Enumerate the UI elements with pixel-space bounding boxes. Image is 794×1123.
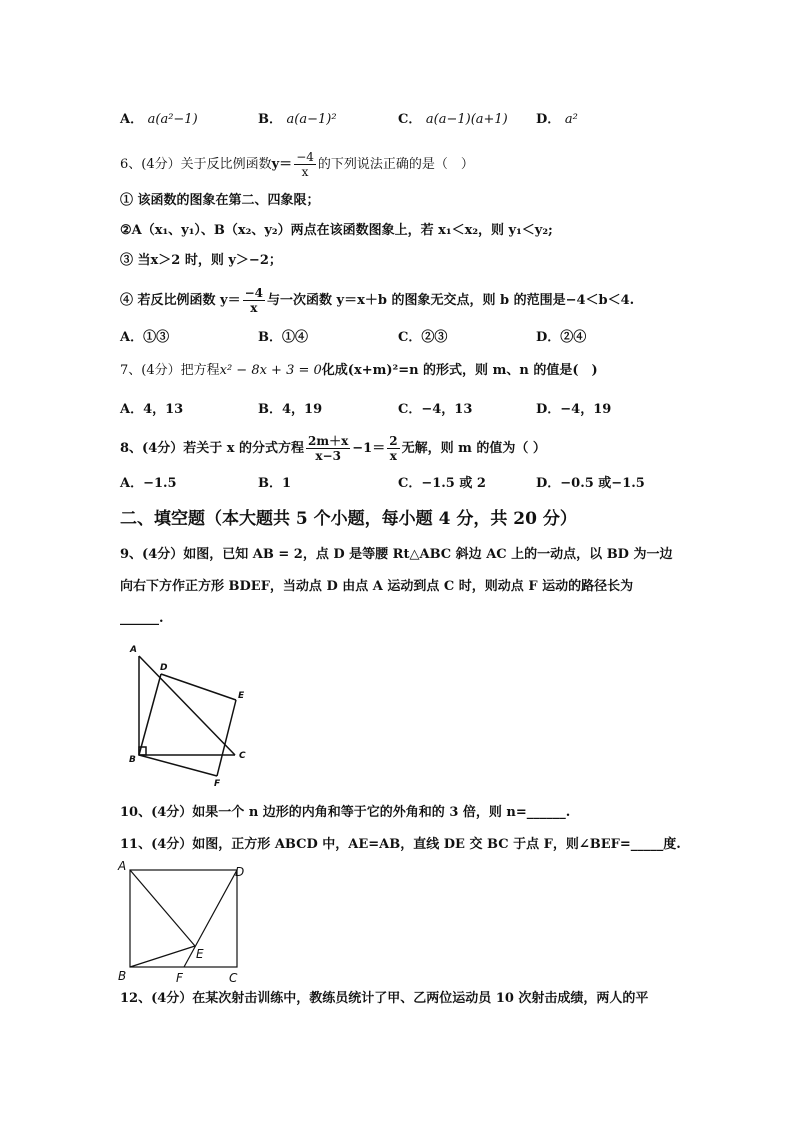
q6-fraction: $\frac{-4}{x}$: [296, 150, 314, 179]
q9-line-1: 9、(4分）如图，已知 AB = 2，点 D 是等腰 Rt△ABC 斜边 AC 上的一动点，以 BD 为一边: [120, 547, 673, 562]
q5-option-d[interactable]: D． a²: [536, 112, 578, 127]
segment-fb: [139, 755, 217, 776]
q7-option-d[interactable]: D．−4，19: [536, 402, 612, 417]
q6-fraction-2: $\frac{-4}{x}$: [244, 286, 264, 315]
label-b: B: [118, 969, 127, 983]
q8-option-d[interactable]: D．−0.5 或−1.5: [536, 476, 645, 491]
label-c: C: [239, 751, 246, 761]
q8-fraction-2: $\frac{2}{x}$: [389, 434, 398, 463]
q8-option-b[interactable]: B．1: [258, 476, 292, 491]
q9-figure: [120, 640, 260, 795]
q8-option-c[interactable]: C．−1.5 或 2: [398, 476, 486, 491]
q7-option-a[interactable]: A．4，13: [120, 402, 184, 417]
q6-statement-4: ④ 若反比例函数 y＝ $\frac{-4}{x}$ 与一次函数 y＝x＋b 的图象无交点，则 b 的范围是−4＜b＜4.: [120, 286, 635, 315]
q11-stem: 11、(4分）如图，正方形 ABCD 中，AE=AB，直线 DE 交 BC 于点 F，则∠BEF=_____度.: [120, 837, 681, 852]
label-d: D: [235, 865, 245, 879]
q9-line-2: 向右下方作正方形 BDEF，当动点 D 由点 A 运动到点 C 时，则动点 F 运动的路径长为: [120, 579, 634, 594]
q8-stem: 8、(4分）若关于 x 的分式方程 $\frac{2m+x}{x-3}$ −1＝ $\frac{2}{x}$ 无解，则 m 的值为（ ）: [120, 434, 546, 463]
label-b: B: [129, 755, 136, 765]
square-abcd: [130, 870, 237, 967]
q6-option-c[interactable]: C．②③: [398, 330, 448, 345]
section-2-title: 二、填空题（本大题共 5 个小题，每小题 4 分，共 20 分）: [120, 509, 577, 529]
label-a: A: [130, 645, 137, 655]
q9-answer-blank[interactable]: ______.: [120, 611, 164, 626]
label-e: E: [196, 947, 204, 961]
q6-option-a[interactable]: A．①③: [120, 330, 170, 345]
q5-option-c[interactable]: C． a(a−1)(a+1): [398, 112, 508, 127]
q7-option-b[interactable]: B．4，19: [258, 402, 323, 417]
q5-option-b[interactable]: B． a(a−1)²: [258, 112, 337, 127]
q6-option-d[interactable]: D．②④: [536, 330, 587, 345]
label-d: D: [160, 663, 168, 673]
label-f: F: [176, 971, 183, 985]
segment-bd: [139, 674, 161, 755]
q6-stem: 6、(4分）关于反比例函数y＝ $\frac{-4}{x}$ 的下列说法正确的是（ ）: [120, 150, 474, 179]
segment-ef: [217, 700, 236, 776]
q12-stem: 12、(4分）在某次射击训练中，教练员统计了甲、乙两位运动员 10 次射击成绩，两人的平: [120, 991, 649, 1006]
segment-ae: [130, 870, 195, 946]
q6-statement-1: ① 该函数的图象在第二、四象限；: [120, 193, 320, 208]
q5-option-a[interactable]: A． a(a²−1): [120, 112, 198, 127]
label-e: E: [238, 691, 245, 701]
q6-statement-2: ②A（x₁、y₁）、B（x₂、y₂）两点在该函数图象上，若 x₁＜x₂，则 y₁＜y₂;: [120, 223, 553, 238]
segment-ac: [139, 656, 235, 755]
q6-statement-3: ③ 当x＞2 时，则 y＞−2；: [120, 253, 282, 268]
q7-stem: 7、(4分）把方程x² − 8x + 3 = 0化成(x+m)²=n 的形式，则 m、n 的值是( ): [120, 363, 598, 378]
label-a: A: [118, 859, 127, 873]
label-f: F: [214, 779, 221, 789]
q10-stem: 10、(4分）如果一个 n 边形的内角和等于它的外角和的 3 倍，则 n=______.: [120, 805, 571, 820]
q7-option-c[interactable]: C．−4，13: [398, 402, 473, 417]
q8-fraction-1: $\frac{2m+x}{x-3}$: [308, 434, 349, 463]
label-c: C: [229, 971, 238, 985]
q6-option-b[interactable]: B．①④: [258, 330, 308, 345]
q11-figure: [116, 858, 256, 988]
q8-option-a[interactable]: A．−1.5: [120, 476, 177, 491]
line-df: [184, 870, 237, 967]
segment-de: [161, 674, 236, 700]
